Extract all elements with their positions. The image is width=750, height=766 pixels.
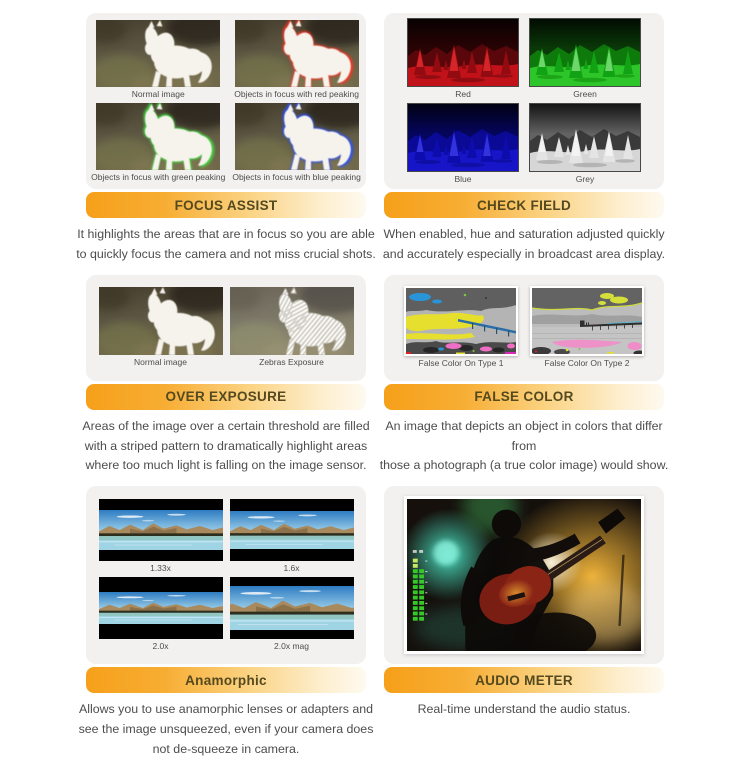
- focus-assist-images: [91, 20, 361, 183]
- description-line: where too much light is falling on the image sensor.: [85, 458, 367, 473]
- feature-grid: [76, 0, 669, 766]
- image-caption: 2.0x: [152, 640, 169, 651]
- horse-green-peaking-photo: [96, 103, 220, 170]
- focus-assist-banner: [86, 192, 366, 218]
- image-caption: Green: [573, 88, 597, 99]
- check-field-red-photo: [407, 18, 519, 87]
- figure-anamorphic-133x: [99, 499, 223, 574]
- anamorphic-banner: [86, 667, 366, 693]
- image-caption: Blue: [454, 173, 472, 184]
- description-line: and accurately especially in broadcast area display.: [382, 246, 666, 261]
- false-color-panel: [384, 275, 664, 381]
- over-exposure-description: [75, 417, 377, 477]
- check-field-grey-photo: [529, 103, 641, 172]
- image-caption: 1.33x: [150, 562, 171, 573]
- section-title: OVER EXPOSURE: [165, 389, 287, 405]
- horse-red-peaking-photo: [235, 20, 359, 87]
- anamorphic-16x-photo: [230, 499, 354, 561]
- section-title: Anamorphic: [185, 672, 267, 688]
- over-exposure-images: [99, 287, 354, 368]
- image-caption: False Color On Type 1: [418, 358, 504, 369]
- image-caption: Grey: [575, 173, 595, 184]
- audio-meter-banner: [384, 667, 664, 693]
- section-anamorphic: [78, 486, 374, 760]
- figure-anamorphic-16x: [230, 499, 354, 574]
- audio-meter-panel: [384, 486, 664, 664]
- section-false-color: [379, 275, 669, 477]
- figure-anamorphic-20x: [99, 577, 223, 652]
- section-title: CHECK FIELD: [476, 197, 572, 213]
- figure-anamorphic-20x-mag: [230, 577, 354, 652]
- description-line: An image that depicts an object in colors that differ from: [385, 418, 663, 453]
- anamorphic-133x-photo: [99, 499, 223, 561]
- description-line: with a striped pattern to dramatically highlight areas: [84, 438, 368, 453]
- anamorphic-images: [99, 499, 354, 652]
- false-color-description: [373, 417, 675, 477]
- section-over-exposure: [82, 275, 370, 477]
- figure-green-field: [529, 18, 641, 100]
- section-audio-meter: [384, 486, 664, 720]
- section-title: FALSE COLOR: [474, 389, 574, 405]
- figure-grey-field: [529, 103, 641, 185]
- focus-assist-panel: [86, 13, 366, 189]
- image-caption: Red: [455, 88, 471, 99]
- image-caption: Objects in focus with blue peaking: [232, 171, 361, 182]
- anamorphic-20x-photo: [99, 577, 223, 639]
- figure-normal-image: [99, 287, 223, 368]
- check-field-blue-photo: [407, 103, 519, 172]
- figure-zebras-exposure: [230, 287, 354, 368]
- check-field-green-photo: [529, 18, 641, 87]
- description-line: those a photograph (a true color image) would show.: [379, 458, 669, 473]
- figure-red-field: [407, 18, 519, 100]
- horse-normal-photo: [99, 287, 223, 355]
- description-line: Areas of the image over a certain threshold are filled: [82, 418, 370, 433]
- figure-false-color-type1: [404, 286, 518, 369]
- section-title: FOCUS ASSIST: [174, 197, 278, 213]
- over-exposure-panel: [86, 275, 366, 381]
- horse-blue-peaking-photo: [235, 103, 359, 170]
- image-caption: Objects in focus with green peaking: [91, 171, 226, 182]
- description-line: see the image unsqueezed, even if your camera does: [78, 722, 374, 737]
- image-caption: Zebras Exposure: [259, 357, 324, 368]
- image-caption: Normal image: [134, 357, 187, 368]
- check-field-banner: [384, 192, 664, 218]
- over-exposure-banner: [86, 384, 366, 410]
- section-title: AUDIO METER: [475, 672, 573, 688]
- false-color-banner: [384, 384, 664, 410]
- figure-normal-image: [96, 20, 220, 100]
- false-color-type1-photo: [404, 286, 518, 356]
- section-check-field: [384, 13, 664, 265]
- image-caption: 2.0x mag: [274, 640, 309, 651]
- audio-meter-description: [373, 700, 675, 720]
- description-line: not de-squeeze in camera.: [152, 741, 300, 756]
- anamorphic-20x-mag-photo: [230, 577, 354, 639]
- image-caption: 1.6x: [283, 562, 300, 573]
- figure-blue-field: [407, 103, 519, 185]
- figure-false-color-type2: [530, 286, 644, 369]
- description-line: to quickly focus the camera and not miss crucial shots.: [76, 246, 376, 261]
- section-focus-assist: [76, 13, 376, 265]
- anamorphic-panel: [86, 486, 366, 664]
- check-field-images: [407, 18, 641, 185]
- horse-zebra-photo: [230, 287, 354, 355]
- description-line: Allows you to use anamorphic lenses or adapters and: [78, 702, 374, 717]
- description-line: Real-time understand the audio status.: [417, 702, 631, 717]
- false-color-images: [404, 286, 644, 369]
- image-caption: Normal image: [131, 88, 185, 99]
- figure-red-peaking: [234, 20, 359, 100]
- description-line: When enabled, hue and saturation adjusted quickly: [383, 227, 665, 241]
- figure-blue-peaking: [232, 103, 361, 183]
- image-caption: Objects in focus with red peaking: [234, 88, 359, 99]
- horse-normal-photo: [96, 20, 220, 87]
- anamorphic-description: [75, 700, 377, 760]
- figure-green-peaking: [91, 103, 225, 183]
- description-line: It highlights the areas that are in focus so you are able: [77, 227, 375, 241]
- check-field-description: [373, 225, 675, 265]
- audio-meter-photo: [404, 496, 644, 654]
- check-field-panel: [384, 13, 664, 189]
- false-color-type2-photo: [530, 286, 644, 356]
- focus-assist-description: [75, 225, 377, 265]
- image-caption: False Color On Type 2: [544, 358, 630, 369]
